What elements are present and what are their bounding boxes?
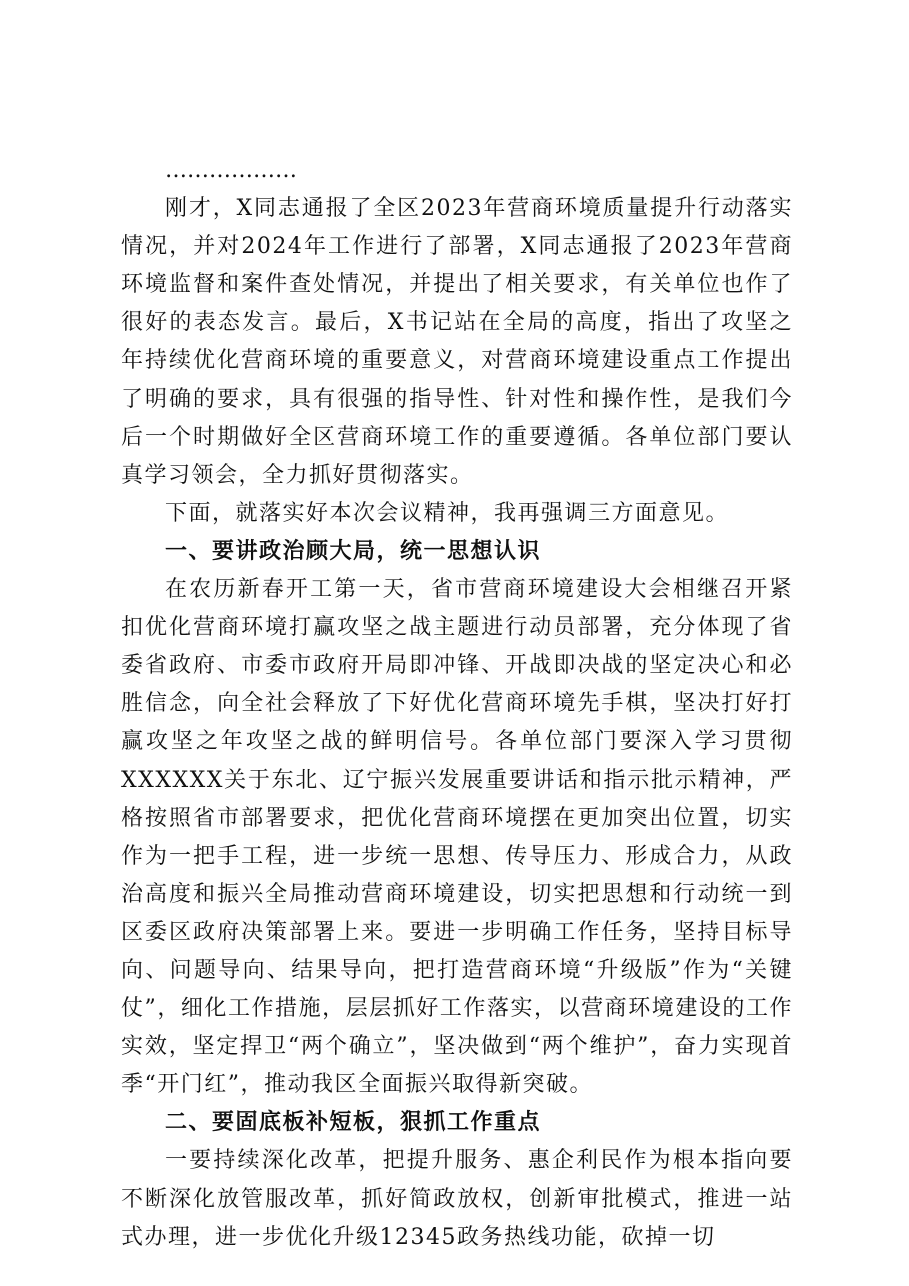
paragraph-section-2: 一要持续深化改革，把提升服务、惠企利民作为根本指向要不断深化放管服改革，抓好简政放权，创新审批模式，推进一站式办理，进一步优化升级12345政务热线功能，砍掉一切: [121, 1148, 793, 1250]
section-heading-2: 二、要固底板补短板，狠抓工作重点: [165, 1110, 542, 1136]
paragraph-section-1: 在农历新春开工第一天，省市营商环境建设大会相继召开紧扣优化营商环境打赢攻坚之战主题进行动员部署，充分体现了省委省政府、市委市政府开局即冲锋、开战即决战的坚定决心和必胜信念，向全社会释放了下好优化营商环境先手棋，坚决打好打赢攻坚之年攻坚之战的鲜明信号。各单位部门要深入学习贯彻XXXXXX关于东北、辽宁振兴发展重要讲话和指示批示精神，严格按照省市部署要求，把优化营商环境摆在更加突出位置，切实作为一把手工程，进一步统一思想、传导压力、形成合力，从政治高度和振兴全局推动营商环境建设，切实把思想和行动统一到区委区政府决策部署上来。要进一步明确工作任务，坚持目标导向、问题导向、结果导向，把打造营商环境“升级版”作为“关键仗”，细化工作措施，层层抓好工作落实，以营商环境建设的工作实效，坚定捍卫“两个确立”，坚决做到“两个维护”，奋力实现首季“开门红”，推动我区全面振兴取得新突破。: [121, 577, 793, 1098]
paragraph-opening: 刚才，X同志通报了全区2023年营商环境质量提升行动落实情况，并对2024年工作进行了部署，X同志通报了2023年营商环境监督和案件查处情况，并提出了相关要求，有关单位也作了很好的表态发言。最后，X书记站在全局的高度，指出了攻坚之年持续优化营商环境的重要意义，对营商环境建设重点工作提出了明确的要求，具有很强的指导性、针对性和操作性，是我们今后一个时期做好全区营商环境工作的重要遵循。各单位部门要认真学习领会，全力抓好贯彻落实。: [121, 196, 793, 488]
document-body: [121, 152, 793, 1257]
paragraph-transition: 下面，就落实好本次会议精神，我再强调三方面意见。: [165, 500, 730, 526]
ellipsis-line: ………………: [165, 158, 297, 183]
section-heading-1: 一、要讲政治顾大局，统一思想认识: [165, 538, 542, 564]
